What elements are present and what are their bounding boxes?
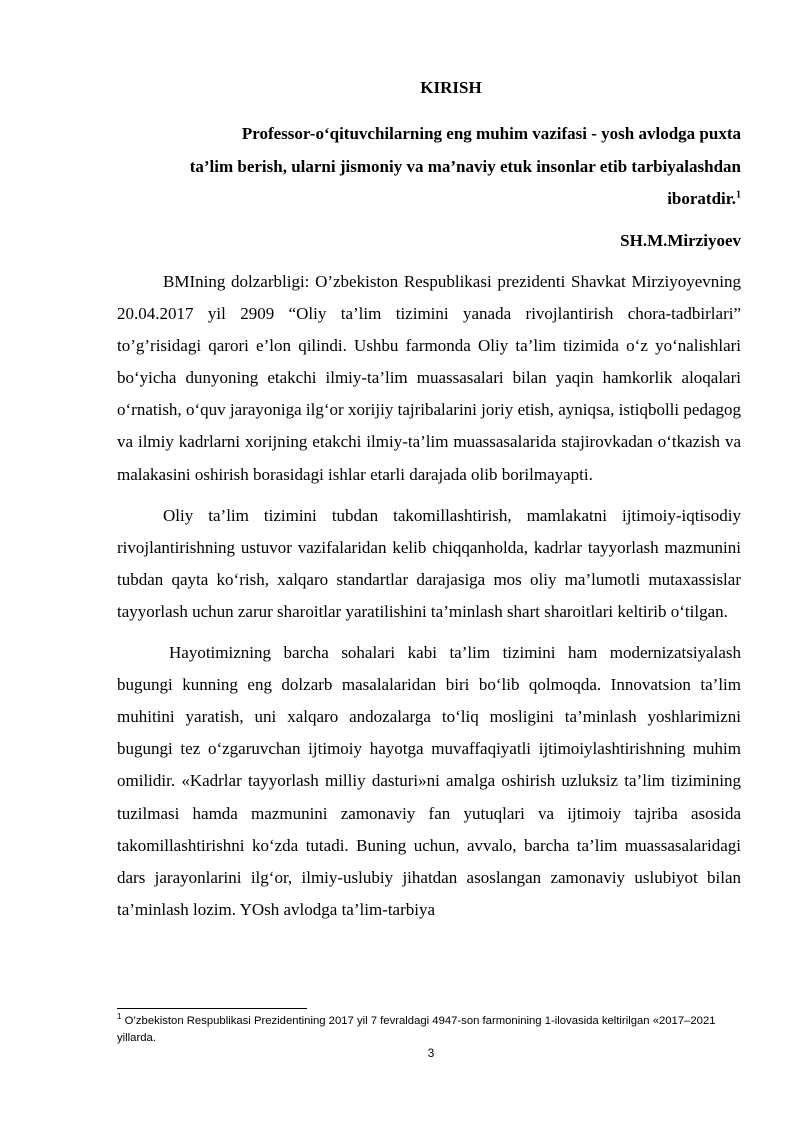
- epigraph-quote: [117, 118, 741, 216]
- document-page: [117, 0, 741, 1131]
- footnote-text: O’zbekiston Respublikasi Prezidentining 2017 yil 7 fevraldagi 4947-son farmonining 1-ilovasida keltirilgan «2017–2021 yillarda.: [117, 1015, 716, 1044]
- paragraph: Hayotimizning barcha sohalari kabi ta’lim tizimini ham modernizatsiyalash bugungi kunning eng dolzarb masalalaridan biri bo‘lib qolmoqda. Innovatsion ta’lim muhitini yaratish, uni xalqaro andozalarga to‘liq mosligini ta’minlash yoshlarimizni bugungi tez o‘zgaruvchan ijtimoiy hayotga muvaffaqiyatli ijtimoiylashtirishning muhim omilidir. «Kadrlar tayyorlash milliy dasturi»ni amalga oshirish uzluksiz ta’lim tizimining tuzilmasi hamda mazmunini zamonaviy fan yutuqlari va ijtimoiy tajriba asosida takomillashtirishni ko‘zda tutadi. Buning uchun, avvalo, barcha ta’lim muassasalaridagi dars jarayonlarini ilg‘or, ilmiy-uslubiy jihatdan asoslangan zamonaviy uslubiyot bilan ta’minlash lozim. YOsh avlodga ta’lim-tarbiya: [117, 643, 741, 919]
- epigraph-line-text: iboratdir.: [667, 189, 736, 208]
- paragraph: BMIning dolzarbligi: O’zbekiston Respublikasi prezidenti Shavkat Mirziyoyevning 20.04.2017 yil 2909 “Oliy ta’lim tizimini yanada rivojlantirish chora-tadbirlari” to’g’risidagi qarori e’lon qilindi. Ushbu farmonda Oliy ta’lim tizimida o‘z yo‘nalishlari bo‘yicha dunyoning etakchi ilmiy-ta’lim muassasalari bilan yaqin hamkorlik aloqalari o‘rnatish, o‘quv jarayoniga ilg‘or xorijiy tajribalarini joriy etish, ayniqsa, istiqbolli pedagog va ilmiy kadrlarni xorijning etakchi ilmiy-ta’lim muassasalarida stajirovkadan o‘tkazish va malakasini oshirish borasidagi ishlar etarli darajada olib borilmayapti.: [117, 272, 741, 484]
- footnote: [117, 1013, 741, 1047]
- footnote-reference[interactable]: 1: [736, 189, 741, 201]
- footnote-mark: 1: [117, 1012, 122, 1022]
- footnote-separator: [117, 1008, 307, 1009]
- paragraph: Oliy ta’lim tizimini tubdan takomillashtirish, mamlakatni ijtimoiy-iqtisodiy rivojlantirishning ustuvor vazifalaridan kelib chiqqanholda, kadrlar tayyorlash mazmunini tubdan qayta ko‘rish, xalqaro standartlar darajasiga mos oliy ma’lumotli mutaxassislar tayyorlash uchun zarur sharoitlar yaratilishini ta’minlash shart sharoitlari keltirib o‘tilgan.: [117, 505, 741, 621]
- section-heading: KIRISH: [420, 78, 482, 97]
- epigraph-author: SH.M.Mirziyoev: [620, 231, 741, 250]
- epigraph-line: Professor-o‘qituvchilarning eng muhim vazifasi - yosh avlodga puxta: [241, 124, 741, 143]
- page-number: 3: [427, 1046, 435, 1060]
- body-text: [117, 266, 741, 935]
- epigraph-line: ta’lim berish, ularni jismoniy va ma’naviy etuk insonlar etib tarbiyalashdan: [189, 156, 741, 176]
- epigraph-line: [117, 183, 741, 216]
